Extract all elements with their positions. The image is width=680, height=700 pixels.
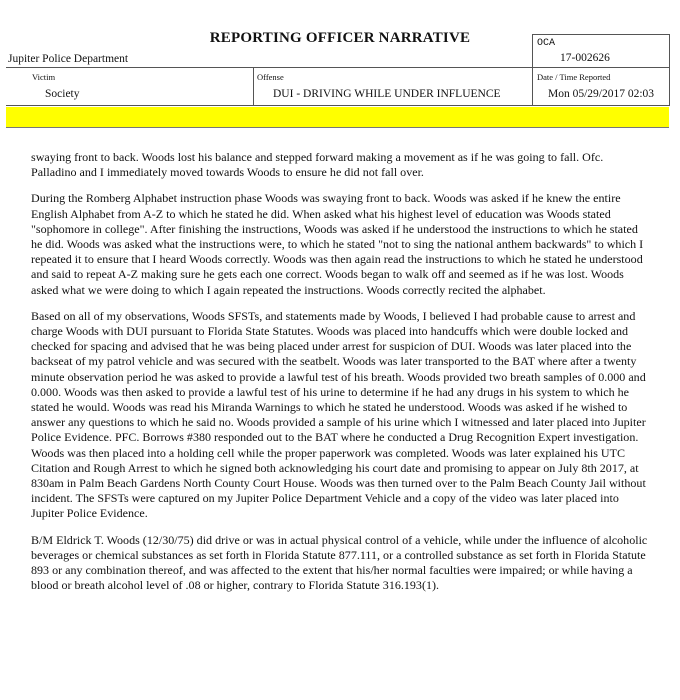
field-divider-1 bbox=[253, 67, 254, 105]
oca-label: OCA bbox=[537, 38, 556, 49]
narrative-paragraph-2: During the Romberg Alphabet instruction phase Woods was swaying front to back. Woods was asked if he knew the entire English Alphabet from A-Z to which he stated he did. When asked what his highest level of education was Woods stated "sophomore in college". After finishing the instructions, Woods was asked if he understood the instructions to which he stated he did. Woods was asked what the instructions were, to which he stated "not to sing the national anthem backwards" to which I repeated it to ensure that I heard Woods correctly. Woods was then again read the instructions to which he stated he understood and said to repeat A-Z making sure he gets each one correct. Woods began to walk off and seemed as if he was lost. Woods asked what we were doing to which I again repeated the instructions. Woods correctly recited the alphabet. bbox=[31, 191, 644, 297]
page-title: REPORTING OFFICER NARRATIVE bbox=[209, 30, 471, 46]
offense-label: Offense bbox=[257, 72, 284, 82]
datetime-value: Mon 05/29/2017 02:03 bbox=[548, 88, 655, 100]
oca-value: 17-002626 bbox=[560, 52, 610, 64]
narrative-paragraph-4: B/M Eldrick T. Woods (12/30/75) did drive or was in actual physical control of a vehicle, while under the influence of alcoholic beverages or chemical substances as set forth in Florida Statute 877.111, or a controlled substance as set forth in Florida Statute 893 or any combination thereof, and was affected to the extent that his/her normal faculties were impaired; or while having a blood or breath alcohol level of .08 or higher, contrary to Florida Statute 316.193(1). bbox=[31, 532, 648, 593]
department-name: Jupiter Police Department bbox=[8, 53, 129, 65]
victim-value: Society bbox=[45, 88, 80, 100]
narrative-body bbox=[31, 150, 649, 604]
narrative-paragraph-3: Based on all of my observations, Woods SFSTs, and statements made by Woods, I believed I had probable cause to arrest and charge Woods with DUI pursuant to Florida State Statutes. Woods was placed into handcuffs which were double locked and checked for spacing and advised that he was being placed under arrest for suspicion of DUI. Woods was later placed into the backseat of my patrol vehicle and was secured with the seatbelt. Woods was later transported to the BAT where after a twenty minute observation period he was asked to provide a lawful test of his breath. Woods provided two breath samples of 0.000 and 0.000. Woods was then asked to provide a lawful test of his urine to determine if he had any drugs in his system to which he stated he would. Woods was read his Miranda Warnings to which he stated he understood. Woods was asked if he wished to answer any questions to which he said no. Woods provided a sample of his urine which I witnessed and later placed into Jupiter Police Evidence. PFC. Borrows #380 responded out to the BAT where he conducted a Drug Recognition Expert investigation. Woods was then placed into a holding cell while the proper paperwork was completed. Woods was later explained his UTC Citation and Rough Arrest to which he signed both acknowledging his court date and promising to appear on July 8th 2017, at 830am in Palm Beach Gardens North County Court House. Woods was then turned over to the Palm Beach County Jail without incident. The SFSTs were captured on my Jupiter Police Department Vehicle and a copy of the video was later placed into Jupiter Police Evidence. bbox=[31, 308, 646, 521]
victim-label: Victim bbox=[32, 72, 56, 82]
narrative-paragraph-1: swaying front to back. Woods lost his balance and stepped forward making a movement as if he was going to fall. Ofc. Palladino and I immediately moved towards Woods to ensure he did not fall over. bbox=[31, 150, 604, 180]
datetime-label: Date / Time Reported bbox=[537, 72, 611, 82]
header-rule-2 bbox=[6, 105, 670, 106]
highlight-bar bbox=[6, 107, 669, 128]
header-rule-1 bbox=[6, 67, 670, 68]
offense-value: DUI - DRIVING WHILE UNDER INFLUENCE bbox=[273, 88, 501, 100]
